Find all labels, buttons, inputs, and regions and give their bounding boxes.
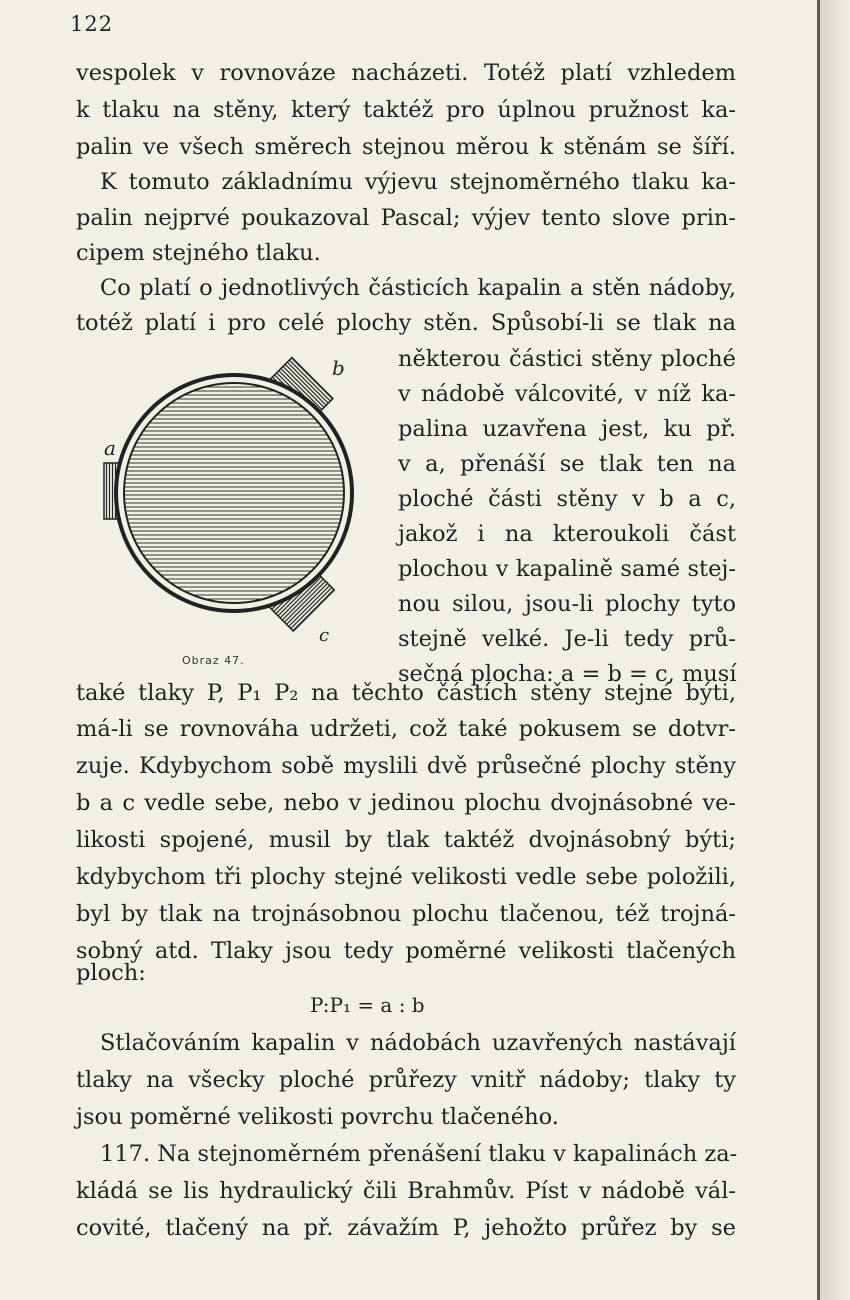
text-line: kdybychom tři plochy stejné velikosti vedle sebe položili, — [76, 864, 736, 890]
figure-cylinder-vessel — [96, 345, 371, 650]
text-line: byl by tlak na trojnásobnou plochu tlačenou, též trojná- — [76, 901, 736, 927]
text-line: stejně velké. Je-li tedy prů- — [398, 626, 736, 652]
text-line: b a c vedle sebe, nebo v jedinou plochu dvojnásobné ve- — [76, 790, 736, 816]
text-line: vespolek v rovnováze nacházeti. Totéž platí vzhledem — [76, 60, 736, 86]
text-line: sobný atd. Tlaky jsou tedy poměrné velikosti tlačených — [76, 938, 736, 964]
text-line: má-li se rovnováha udržeti, což také pokusem se dotvr- — [76, 716, 736, 742]
text-line: palin ve všech směrech stejnou měrou k stěnám se šíří. — [76, 134, 736, 160]
text-line: K tomuto základnímu výjevu stejnoměrného tlaku ka- — [100, 169, 736, 195]
text-line: jsou poměrné velikosti povrchu tlačeného. — [76, 1104, 559, 1130]
page-edge-shadow — [820, 0, 850, 1300]
text-line: v nádobě válcovité, v níž ka- — [398, 381, 736, 407]
text-line: sečná plocha: a = b = c, musí — [398, 661, 737, 687]
text-line: ploch: — [76, 960, 146, 986]
formula: P:P₁ = a : b — [310, 993, 425, 1017]
text-line: totéž platí i pro celé plochy stěn. Spůsobí-li se tlak na — [76, 310, 736, 336]
text-line: jakož i na kteroukoli část — [398, 521, 736, 547]
text-line: kládá se lis hydraulický čili Brahmův. Píst v nádobě vál- — [76, 1178, 736, 1204]
text-line: covité, tlačený na př. závažím P, jehožto průřez by se — [76, 1215, 736, 1241]
text-line: zuje. Kdybychom sobě myslili dvě průsečné plochy stěny — [76, 753, 736, 779]
text-line: tlaky na všecky ploché průřezy vnitř nádoby; tlaky ty — [76, 1067, 736, 1093]
label-c: c — [319, 625, 330, 646]
text-line: také tlaky P, P₁ P₂ na těchto částích stěny stejné býti, — [76, 680, 736, 706]
text-line: palina uzavřena jest, ku př. — [398, 416, 736, 442]
text-line: Stlačováním kapalin v nádobách uzavřených nastávají — [100, 1030, 736, 1056]
text-line: cipem stejného tlaku. — [76, 240, 321, 266]
page-number: 122 — [70, 12, 114, 36]
text-line: 117. Na stejnoměrném přenášení tlaku v kapalinách za- — [100, 1141, 738, 1167]
text-line: některou částici stěny ploché — [398, 346, 736, 372]
text-line: k tlaku na stěny, který taktéž pro úplnou pružnost ka- — [76, 97, 736, 123]
label-a: a — [104, 436, 116, 460]
page-edge — [817, 0, 820, 1300]
text-line: plochou v kapalině samé stej- — [398, 556, 736, 582]
text-line: likosti spojené, musil by tlak taktéž dvojnásobný býti; — [76, 827, 736, 853]
text-line: Co platí o jednotlivých částicích kapalin a stěn nádoby, — [100, 275, 736, 301]
figure-caption: Obraz 47. — [182, 654, 245, 667]
text-line: v a, přenáší se tlak ten na — [398, 451, 736, 477]
label-b: b — [332, 356, 345, 380]
text-line: ploché části stěny v b a c, — [398, 486, 736, 512]
liquid-fill — [124, 383, 344, 603]
text-line: nou silou, jsou-li plochy tyto — [398, 591, 736, 617]
text-line: palin nejprvé poukazoval Pascal; výjev tento slove prin- — [76, 205, 736, 231]
